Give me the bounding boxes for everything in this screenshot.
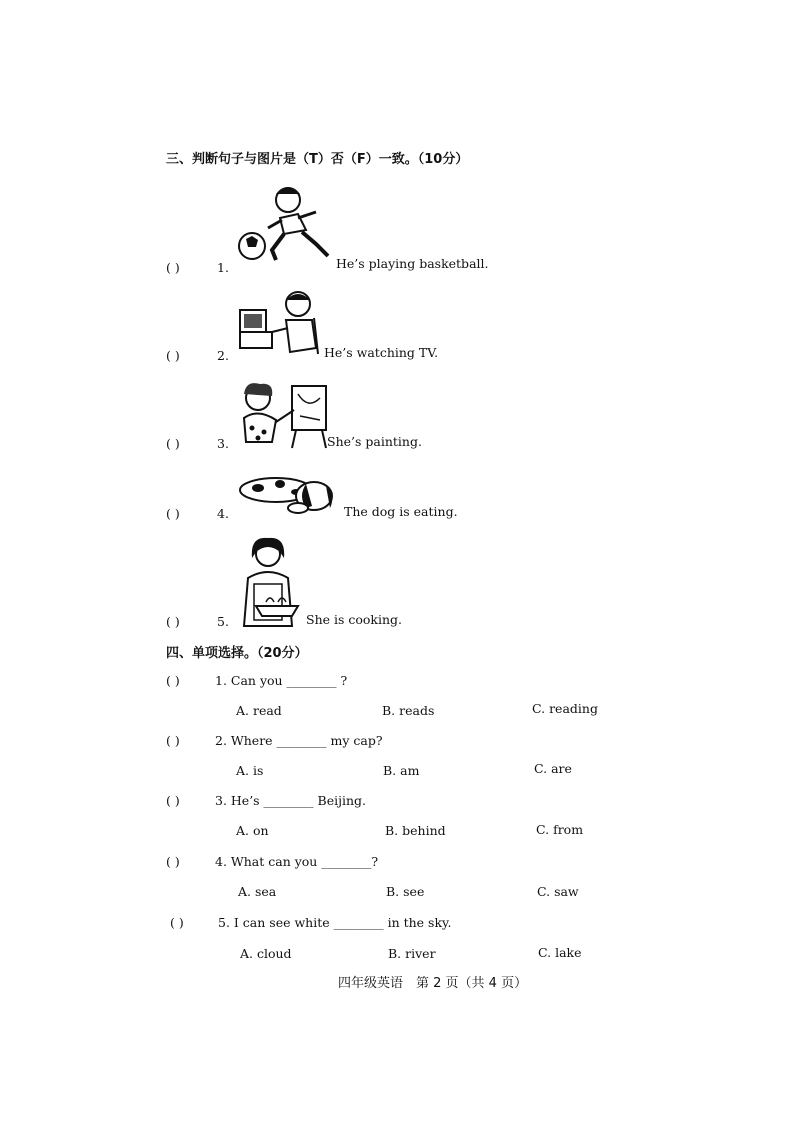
option-4-1-a[interactable]: A. read — [236, 703, 282, 718]
section-3-heading: 三、判断句子与图片是（T）否（F）一致。（10分） — [166, 152, 469, 167]
sentence-3-2: He’s watching TV. — [324, 345, 439, 360]
option-4-4-b[interactable]: B. see — [386, 884, 425, 899]
answer-blank-4-5[interactable]: ( ) — [170, 915, 184, 930]
section-4-heading: 四、单项选择。（20分） — [166, 646, 308, 661]
item-number-3-3: 3. — [217, 436, 229, 451]
item-number-3-5: 5. — [217, 614, 229, 629]
question-4-1: 1. Can you ________ ? — [215, 673, 348, 688]
option-4-5-c[interactable]: C. lake — [538, 945, 582, 960]
answer-blank-3-1[interactable]: ( ) — [166, 260, 180, 275]
girl-painting-icon — [236, 380, 332, 450]
option-4-4-c[interactable]: C. saw — [537, 884, 579, 899]
item-number-3-2: 2. — [217, 348, 229, 363]
question-4-5: 5. I can see white ________ in the sky. — [218, 915, 452, 930]
answer-blank-4-3[interactable]: ( ) — [166, 793, 180, 808]
question-4-4: 4. What can you ________? — [215, 854, 379, 869]
sentence-3-1: He’s playing basketball. — [336, 256, 489, 271]
sentence-3-4: The dog is eating. — [344, 504, 458, 519]
sleeping-dog-icon — [236, 466, 342, 518]
woman-cooking-icon — [234, 536, 308, 630]
sentence-3-5: She is cooking. — [306, 612, 403, 627]
option-4-2-b[interactable]: B. am — [383, 763, 420, 778]
boy-kicking-football-icon — [236, 184, 334, 268]
question-4-2: 2. Where ________ my cap? — [215, 733, 383, 748]
option-4-4-a[interactable]: A. sea — [238, 884, 277, 899]
option-4-5-b[interactable]: B. river — [388, 946, 436, 961]
sentence-3-3: She’s painting. — [327, 434, 422, 449]
option-4-5-a[interactable]: A. cloud — [240, 946, 292, 961]
answer-blank-4-1[interactable]: ( ) — [166, 673, 180, 688]
answer-blank-3-4[interactable]: ( ) — [166, 506, 180, 521]
item-number-3-1: 1. — [217, 260, 229, 275]
option-4-3-a[interactable]: A. on — [236, 823, 269, 838]
option-4-2-a[interactable]: A. is — [236, 763, 264, 778]
answer-blank-4-4[interactable]: ( ) — [166, 854, 180, 869]
boy-watching-tv-icon — [236, 288, 322, 360]
item-number-3-4: 4. — [217, 506, 229, 521]
answer-blank-3-2[interactable]: ( ) — [166, 348, 180, 363]
answer-blank-3-5[interactable]: ( ) — [166, 614, 180, 629]
option-4-1-c[interactable]: C. reading — [532, 701, 598, 716]
answer-blank-4-2[interactable]: ( ) — [166, 733, 180, 748]
option-4-3-b[interactable]: B. behind — [385, 823, 446, 838]
option-4-2-c[interactable]: C. are — [534, 761, 572, 776]
page-footer: 四年级英语 第 2 页（共 4 页） — [338, 976, 528, 991]
answer-blank-3-3[interactable]: ( ) — [166, 436, 180, 451]
question-4-3: 3. He’s ________ Beijing. — [215, 793, 367, 808]
option-4-3-c[interactable]: C. from — [536, 822, 584, 837]
option-4-1-b[interactable]: B. reads — [382, 703, 435, 718]
